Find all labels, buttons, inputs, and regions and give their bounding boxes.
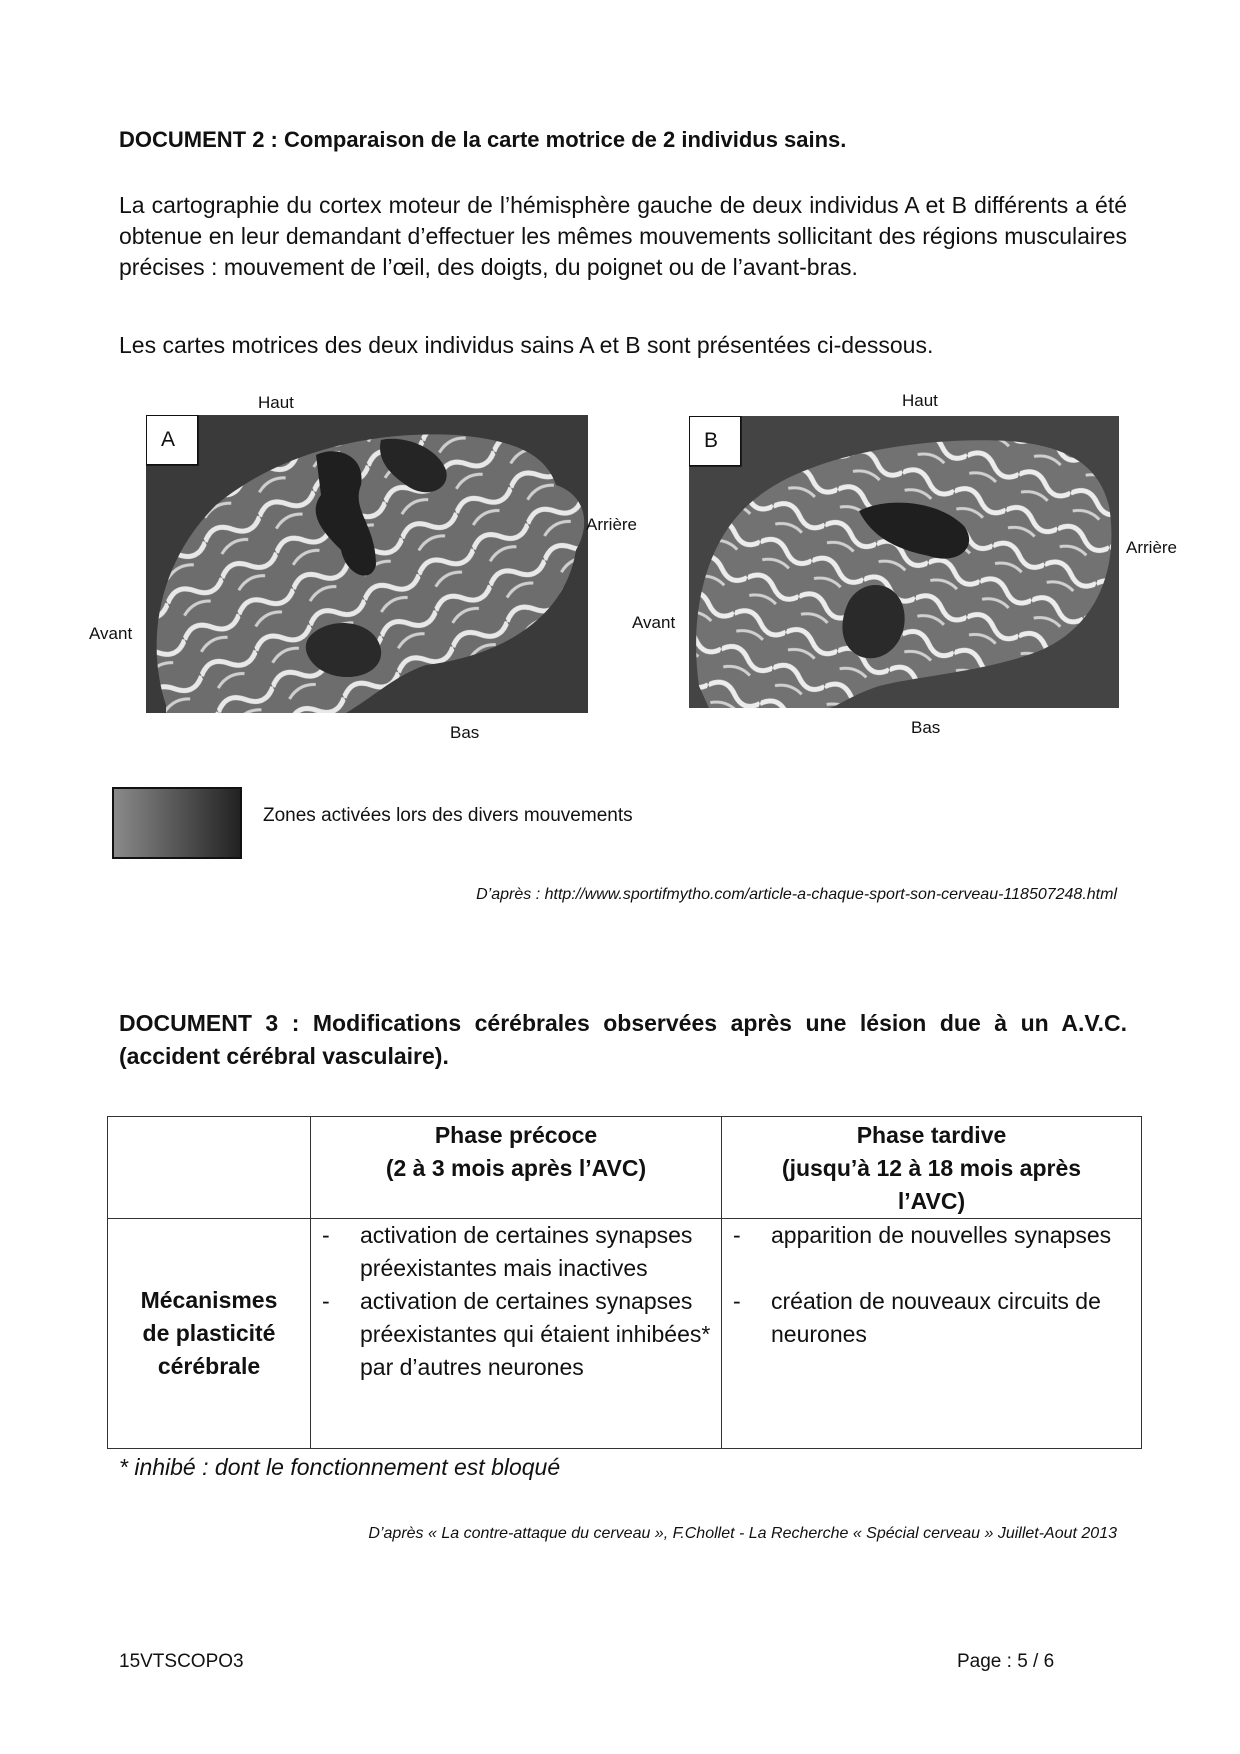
panel-a-tag: A	[146, 415, 198, 465]
panel-a-label-top: Haut	[258, 393, 294, 412]
row-header-line-2: de plasticité	[142, 1320, 276, 1346]
bullet-dash: -	[733, 1288, 741, 1314]
bullet-dash: -	[322, 1288, 330, 1314]
header-early-title: Phase précoce	[434, 1122, 598, 1148]
legend-label: Zones activées lors des divers mouvements	[263, 805, 633, 826]
panel-b-label-left: Avant	[632, 613, 676, 632]
header-late-subtitle-2: l’AVC)	[897, 1188, 966, 1214]
footer-code: 15VTSCOPO3	[119, 1651, 244, 1672]
panel-b-label-top: Haut	[902, 391, 938, 410]
early-item-1: activation de certaines synapses préexistantes mais inactives	[360, 1222, 693, 1281]
list-item	[311, 1219, 721, 1285]
late-item-2: création de nouveaux circuits de neurones	[771, 1288, 1101, 1347]
header-early-subtitle: (2 à 3 mois après l’AVC)	[385, 1155, 647, 1181]
cell-early-mechanisms	[311, 1219, 722, 1449]
doc2-title: DOCUMENT 2 : Comparaison de la carte motrice de 2 individus sains.	[119, 127, 847, 152]
panel-a-label-left: Avant	[89, 624, 133, 643]
doc3-footnote: * inhibé : dont le fonctionnement est bloqué	[119, 1454, 561, 1480]
late-item-1: apparition de nouvelles synapses	[771, 1222, 1112, 1248]
doc2-source: D’après : http://www.sportifmytho.com/article-a-chaque-sport-son-cerveau-118507248.html	[476, 886, 1117, 903]
row-header-plasticity	[108, 1219, 311, 1449]
list-item	[722, 1285, 1141, 1351]
header-late-title: Phase tardive	[856, 1122, 1007, 1148]
brain-map-b	[689, 416, 1119, 708]
bullet-dash: -	[322, 1222, 330, 1248]
list-item	[722, 1219, 1141, 1252]
row-header-line-1: Mécanismes	[140, 1287, 278, 1313]
bullet-dash: -	[733, 1222, 741, 1248]
header-late-phase	[722, 1117, 1142, 1219]
plasticity-table	[107, 1116, 1142, 1449]
doc2-paragraph-2: Les cartes motrices des deux individus sains A et B sont présentées ci-dessous.	[119, 332, 934, 358]
early-item-2: activation de certaines synapses préexistantes qui étaient inhibées* par d’autres neurones	[360, 1288, 711, 1380]
panel-b-label-right: Arrière	[1126, 538, 1178, 557]
panel-a-label-bottom: Bas	[450, 723, 480, 742]
doc2-paragraph-1: La cartographie du cortex moteur de l’hémisphère gauche de deux individus A et B différents a été obtenue en leur demandant d’effectuer les mêmes mouvements sollicitant des régions musculaires précises : mouvement de l’œil, des doigts, du poignet ou de l’avant-bras.	[119, 192, 1127, 280]
doc3-title: DOCUMENT 3 : Modifications cérébrales observées après une lésion due à un A.V.C. (accident cérébral vasculaire).	[119, 1010, 1127, 1069]
cell-late-mechanisms	[722, 1219, 1142, 1449]
table-corner-cell	[108, 1117, 311, 1219]
legend-swatch	[112, 787, 242, 859]
footer-page-number: Page : 5 / 6	[957, 1651, 1055, 1672]
panel-a-label-right: Arrière	[586, 515, 638, 534]
panel-b-label-bottom: Bas	[911, 718, 941, 737]
brain-map-a	[146, 415, 588, 713]
list-item	[311, 1285, 721, 1384]
doc3-source: D’après « La contre-attaque du cerveau », F.Chollet - La Recherche « Spécial cerveau » Juillet-Aout 2013	[368, 1525, 1117, 1542]
panel-b-tag: B	[689, 416, 741, 466]
row-header-line-3: cérébrale	[157, 1353, 261, 1379]
header-early-phase	[311, 1117, 722, 1219]
header-late-subtitle-1: (jusqu’à 12 à 18 mois après	[781, 1155, 1082, 1181]
